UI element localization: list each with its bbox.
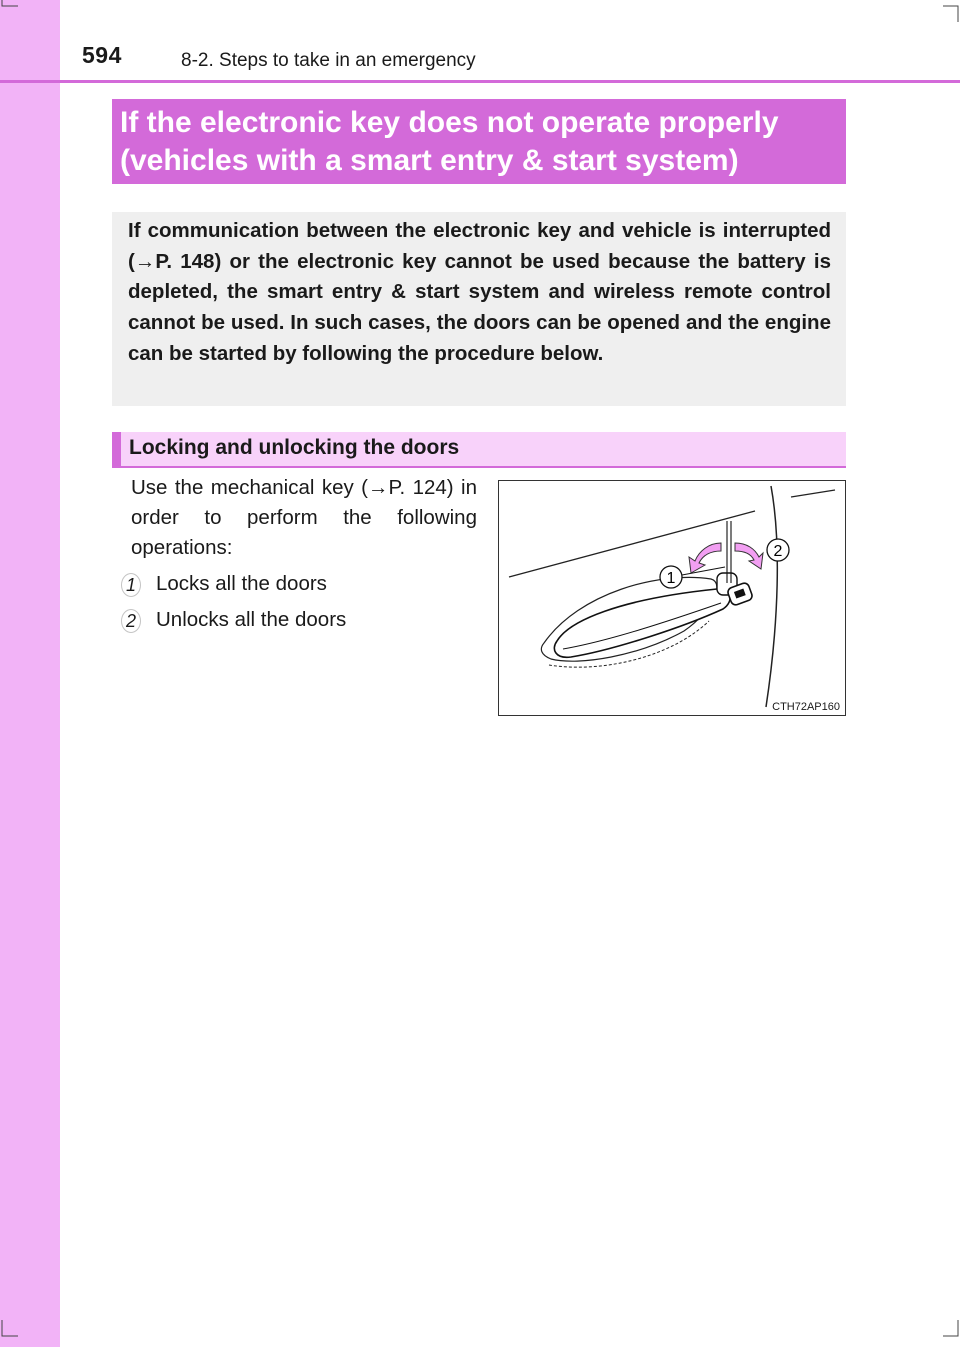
body-text: Use the mechanical key (→P. 124) in order to perform the following operations: xyxy=(131,476,477,559)
operation-label: Locks all the doors xyxy=(156,572,327,595)
callout-2: 2 xyxy=(773,543,783,560)
title-line-2: (vehicles with a smart entry & start system) xyxy=(120,144,739,177)
sub-heading: Locking and unlocking the doors xyxy=(112,432,846,468)
step-number-icon: 2 xyxy=(118,608,144,634)
page-number: 594 xyxy=(82,42,122,68)
callout-1: 1 xyxy=(666,570,676,587)
section-label: 8-2. Steps to take in an emergency xyxy=(181,50,476,71)
step-number-icon: 1 xyxy=(118,572,144,598)
intro-text: If communication between the electronic key and vehicle is interrupted (→P. 148) or the electronic key cannot be used because the battery is depleted, the smart entry & start system and wireless remote control cannot be used. In such cases, the doors can be opened and the engine can be started by following the procedure below. xyxy=(128,219,831,365)
figure-code: CTH72AP160 xyxy=(772,701,840,713)
title-line-1: If the electronic key does not operate properly xyxy=(120,106,779,139)
operation-label: Unlocks all the doors xyxy=(156,608,347,631)
